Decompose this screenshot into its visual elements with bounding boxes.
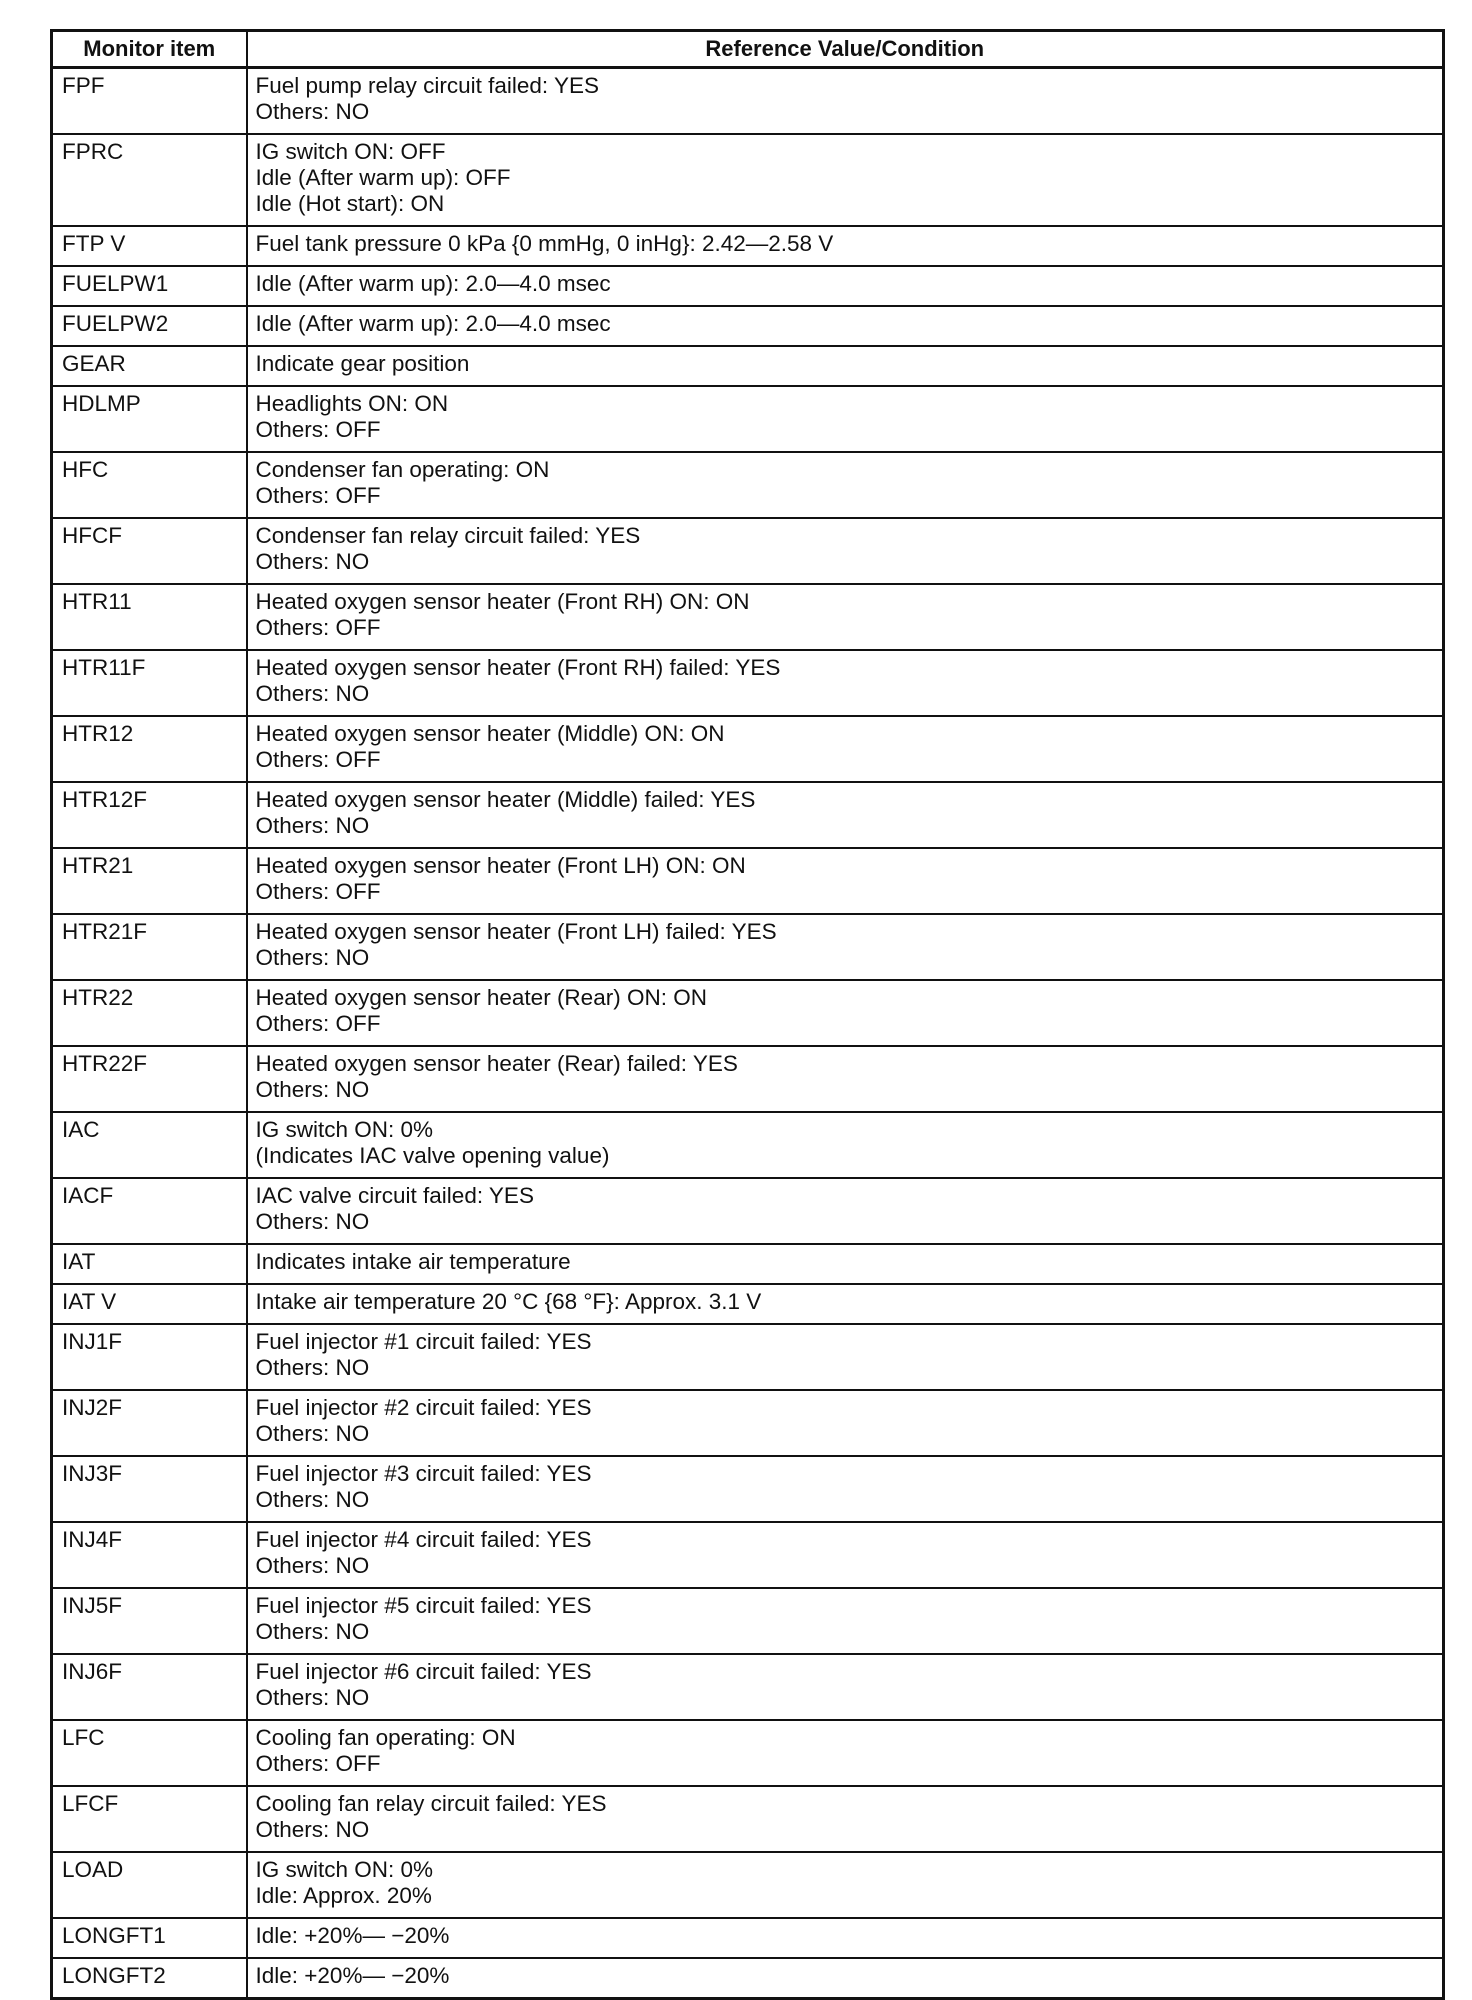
monitor-item-cell: LONGFT1: [52, 1918, 247, 1958]
reference-value-line: Idle (After warm up): 2.0—4.0 msec: [255, 311, 611, 336]
reference-value-cell: [247, 68, 1444, 135]
reference-value-line: Others: NO: [255, 99, 370, 124]
table-row: [52, 1522, 1444, 1588]
reference-value-line: Intake air temperature 20 °C {68 °F}: Approx. 3.1 V: [255, 1289, 762, 1314]
table-row: [52, 1112, 1444, 1178]
monitor-item-cell: FPRC: [52, 134, 247, 226]
reference-value-line: Fuel tank pressure 0 kPa {0 mmHg, 0 inHg}: 2.42—2.58 V: [255, 231, 834, 256]
reference-value-cell: [247, 1918, 1444, 1958]
monitor-item-cell: HTR12: [52, 716, 247, 782]
table-row: [52, 1588, 1444, 1654]
table-row: [52, 1918, 1444, 1958]
table-row: [52, 584, 1444, 650]
monitor-item-cell: HFCF: [52, 518, 247, 584]
reference-value-cell: [247, 1786, 1444, 1852]
table-row: [52, 306, 1444, 346]
monitor-item-cell: INJ4F: [52, 1522, 247, 1588]
reference-value-cell: [247, 1112, 1444, 1178]
monitor-item-cell: HTR22F: [52, 1046, 247, 1112]
reference-value-line: Others: OFF: [255, 1011, 381, 1036]
monitor-item-cell: GEAR: [52, 346, 247, 386]
reference-value-line: Others: NO: [255, 1553, 370, 1578]
reference-value-line: Others: NO: [255, 1421, 370, 1446]
reference-value-cell: [247, 1654, 1444, 1720]
monitor-item-cell: HTR21: [52, 848, 247, 914]
table-row: [52, 1046, 1444, 1112]
reference-value-line: Heated oxygen sensor heater (Middle) ON: ON: [255, 721, 725, 746]
header-reference-value: Reference Value/Condition: [247, 31, 1444, 68]
reference-value-cell: [247, 1958, 1444, 1999]
table-row: [52, 1244, 1444, 1284]
reference-value-line: Idle: +20%— −20%: [255, 1923, 450, 1948]
monitor-item-cell: LOAD: [52, 1852, 247, 1918]
reference-value-line: Others: OFF: [255, 879, 381, 904]
table-row: [52, 1390, 1444, 1456]
table-row: [52, 1456, 1444, 1522]
reference-value-line: Heated oxygen sensor heater (Front RH) ON: ON: [255, 589, 750, 614]
reference-value-line: Others: NO: [255, 1209, 370, 1234]
reference-value-cell: [247, 1324, 1444, 1390]
table-row: [52, 1852, 1444, 1918]
reference-value-line: Fuel injector #1 circuit failed: YES: [255, 1329, 592, 1354]
table-row: [52, 1284, 1444, 1324]
monitor-item-cell: HTR11F: [52, 650, 247, 716]
reference-value-line: Idle (After warm up): OFF: [255, 165, 511, 190]
monitor-item-cell: HFC: [52, 452, 247, 518]
reference-value-line: Fuel injector #2 circuit failed: YES: [255, 1395, 592, 1420]
reference-value-line: IG switch ON: OFF: [255, 139, 446, 164]
reference-value-cell: [247, 452, 1444, 518]
table-row: [52, 848, 1444, 914]
reference-value-line: Heated oxygen sensor heater (Front LH) ON: ON: [255, 853, 746, 878]
reference-value-cell: [247, 1244, 1444, 1284]
table-row: [52, 914, 1444, 980]
reference-value-cell: [247, 134, 1444, 226]
reference-value-cell: [247, 1588, 1444, 1654]
reference-value-line: Others: OFF: [255, 1751, 381, 1776]
table-row: [52, 518, 1444, 584]
monitor-item-cell: HDLMP: [52, 386, 247, 452]
reference-value-line: Fuel injector #3 circuit failed: YES: [255, 1461, 592, 1486]
reference-value-line: Heated oxygen sensor heater (Middle) failed: YES: [255, 787, 756, 812]
monitor-item-cell: INJ1F: [52, 1324, 247, 1390]
monitor-item-cell: HTR22: [52, 980, 247, 1046]
reference-value-cell: [247, 1046, 1444, 1112]
reference-value-line: Others: NO: [255, 1619, 370, 1644]
monitor-item-cell: IAC: [52, 1112, 247, 1178]
reference-value-line: Others: NO: [255, 945, 370, 970]
monitor-item-cell: LFC: [52, 1720, 247, 1786]
table-row: [52, 266, 1444, 306]
reference-table: [50, 29, 1445, 2000]
reference-value-cell: [247, 1390, 1444, 1456]
reference-value-cell: [247, 848, 1444, 914]
reference-value-line: Others: NO: [255, 1817, 370, 1842]
table-row: [52, 1178, 1444, 1244]
reference-value-cell: [247, 716, 1444, 782]
table-row: [52, 1324, 1444, 1390]
monitor-item-cell: LFCF: [52, 1786, 247, 1852]
monitor-item-cell: IAT: [52, 1244, 247, 1284]
table-row: [52, 650, 1444, 716]
table-row: [52, 1654, 1444, 1720]
reference-value-line: Heated oxygen sensor heater (Rear) ON: ON: [255, 985, 707, 1010]
monitor-item-cell: INJ3F: [52, 1456, 247, 1522]
reference-value-cell: [247, 650, 1444, 716]
reference-value-line: (Indicates IAC valve opening value): [255, 1143, 610, 1168]
table-row: [52, 716, 1444, 782]
reference-value-line: IAC valve circuit failed: YES: [255, 1183, 534, 1208]
monitor-item-cell: HTR12F: [52, 782, 247, 848]
header-monitor-item: Monitor item: [52, 31, 247, 68]
reference-value-cell: [247, 1522, 1444, 1588]
reference-value-line: Others: OFF: [255, 483, 381, 508]
monitor-item-cell: INJ2F: [52, 1390, 247, 1456]
reference-value-line: Condenser fan operating: ON: [255, 457, 550, 482]
monitor-item-cell: LONGFT2: [52, 1958, 247, 1999]
reference-value-line: Cooling fan relay circuit failed: YES: [255, 1791, 607, 1816]
reference-value-line: IG switch ON: 0%: [255, 1857, 434, 1882]
table-row: [52, 68, 1444, 135]
monitor-item-cell: FUELPW1: [52, 266, 247, 306]
table-row: [52, 346, 1444, 386]
reference-value-cell: [247, 1852, 1444, 1918]
reference-value-line: Others: NO: [255, 1487, 370, 1512]
monitor-item-cell: IACF: [52, 1178, 247, 1244]
table-row: [52, 386, 1444, 452]
reference-value-line: Others: NO: [255, 549, 370, 574]
reference-value-cell: [247, 1456, 1444, 1522]
reference-value-line: Others: NO: [255, 1685, 370, 1710]
reference-value-cell: [247, 914, 1444, 980]
reference-value-line: Others: OFF: [255, 615, 381, 640]
reference-value-cell: [247, 1284, 1444, 1324]
table-row: [52, 980, 1444, 1046]
reference-value-cell: [247, 1720, 1444, 1786]
table-row: [52, 134, 1444, 226]
monitor-item-cell: FPF: [52, 68, 247, 135]
reference-value-cell: [247, 306, 1444, 346]
reference-value-line: Headlights ON: ON: [255, 391, 449, 416]
reference-value-cell: [247, 518, 1444, 584]
reference-value-cell: [247, 266, 1444, 306]
table-row: [52, 452, 1444, 518]
reference-value-line: Heated oxygen sensor heater (Front RH) failed: YES: [255, 655, 781, 680]
reference-value-line: Idle: +20%— −20%: [255, 1963, 450, 1988]
reference-value-line: Fuel pump relay circuit failed: YES: [255, 73, 599, 98]
table-row: [52, 782, 1444, 848]
table-row: [52, 1720, 1444, 1786]
reference-value-cell: [247, 980, 1444, 1046]
reference-value-line: IG switch ON: 0%: [255, 1117, 434, 1142]
reference-value-cell: [247, 226, 1444, 266]
monitor-item-cell: FTP V: [52, 226, 247, 266]
header-row: [52, 31, 1444, 68]
reference-value-line: Others: OFF: [255, 747, 381, 772]
reference-value-line: Fuel injector #6 circuit failed: YES: [255, 1659, 592, 1684]
monitor-item-cell: INJ5F: [52, 1588, 247, 1654]
reference-value-line: Others: NO: [255, 681, 370, 706]
reference-value-line: Others: NO: [255, 813, 370, 838]
reference-value-cell: [247, 782, 1444, 848]
table-body: [52, 68, 1444, 1999]
reference-value-line: Indicate gear position: [255, 351, 470, 376]
monitor-item-cell: INJ6F: [52, 1654, 247, 1720]
reference-value-line: Idle: Approx. 20%: [255, 1883, 432, 1908]
reference-value-line: Others: NO: [255, 1077, 370, 1102]
reference-value-line: Cooling fan operating: ON: [255, 1725, 516, 1750]
monitor-item-cell: HTR21F: [52, 914, 247, 980]
reference-value-line: Fuel injector #5 circuit failed: YES: [255, 1593, 592, 1618]
reference-value-line: Others: OFF: [255, 417, 381, 442]
reference-value-cell: [247, 584, 1444, 650]
monitor-item-cell: FUELPW2: [52, 306, 247, 346]
reference-value-line: Fuel injector #4 circuit failed: YES: [255, 1527, 592, 1552]
reference-value-line: Heated oxygen sensor heater (Front LH) failed: YES: [255, 919, 777, 944]
reference-value-cell: [247, 386, 1444, 452]
monitor-item-cell: HTR11: [52, 584, 247, 650]
reference-value-line: Condenser fan relay circuit failed: YES: [255, 523, 641, 548]
reference-value-line: Heated oxygen sensor heater (Rear) failed: YES: [255, 1051, 738, 1076]
reference-value-line: Idle (After warm up): 2.0—4.0 msec: [255, 271, 611, 296]
reference-value-cell: [247, 346, 1444, 386]
reference-value-line: Indicates intake air temperature: [255, 1249, 571, 1274]
reference-value-line: Others: NO: [255, 1355, 370, 1380]
monitor-item-cell: IAT V: [52, 1284, 247, 1324]
reference-value-line: Idle (Hot start): ON: [255, 191, 445, 216]
table-row: [52, 226, 1444, 266]
table-row: [52, 1786, 1444, 1852]
table-row: [52, 1958, 1444, 1999]
reference-value-cell: [247, 1178, 1444, 1244]
